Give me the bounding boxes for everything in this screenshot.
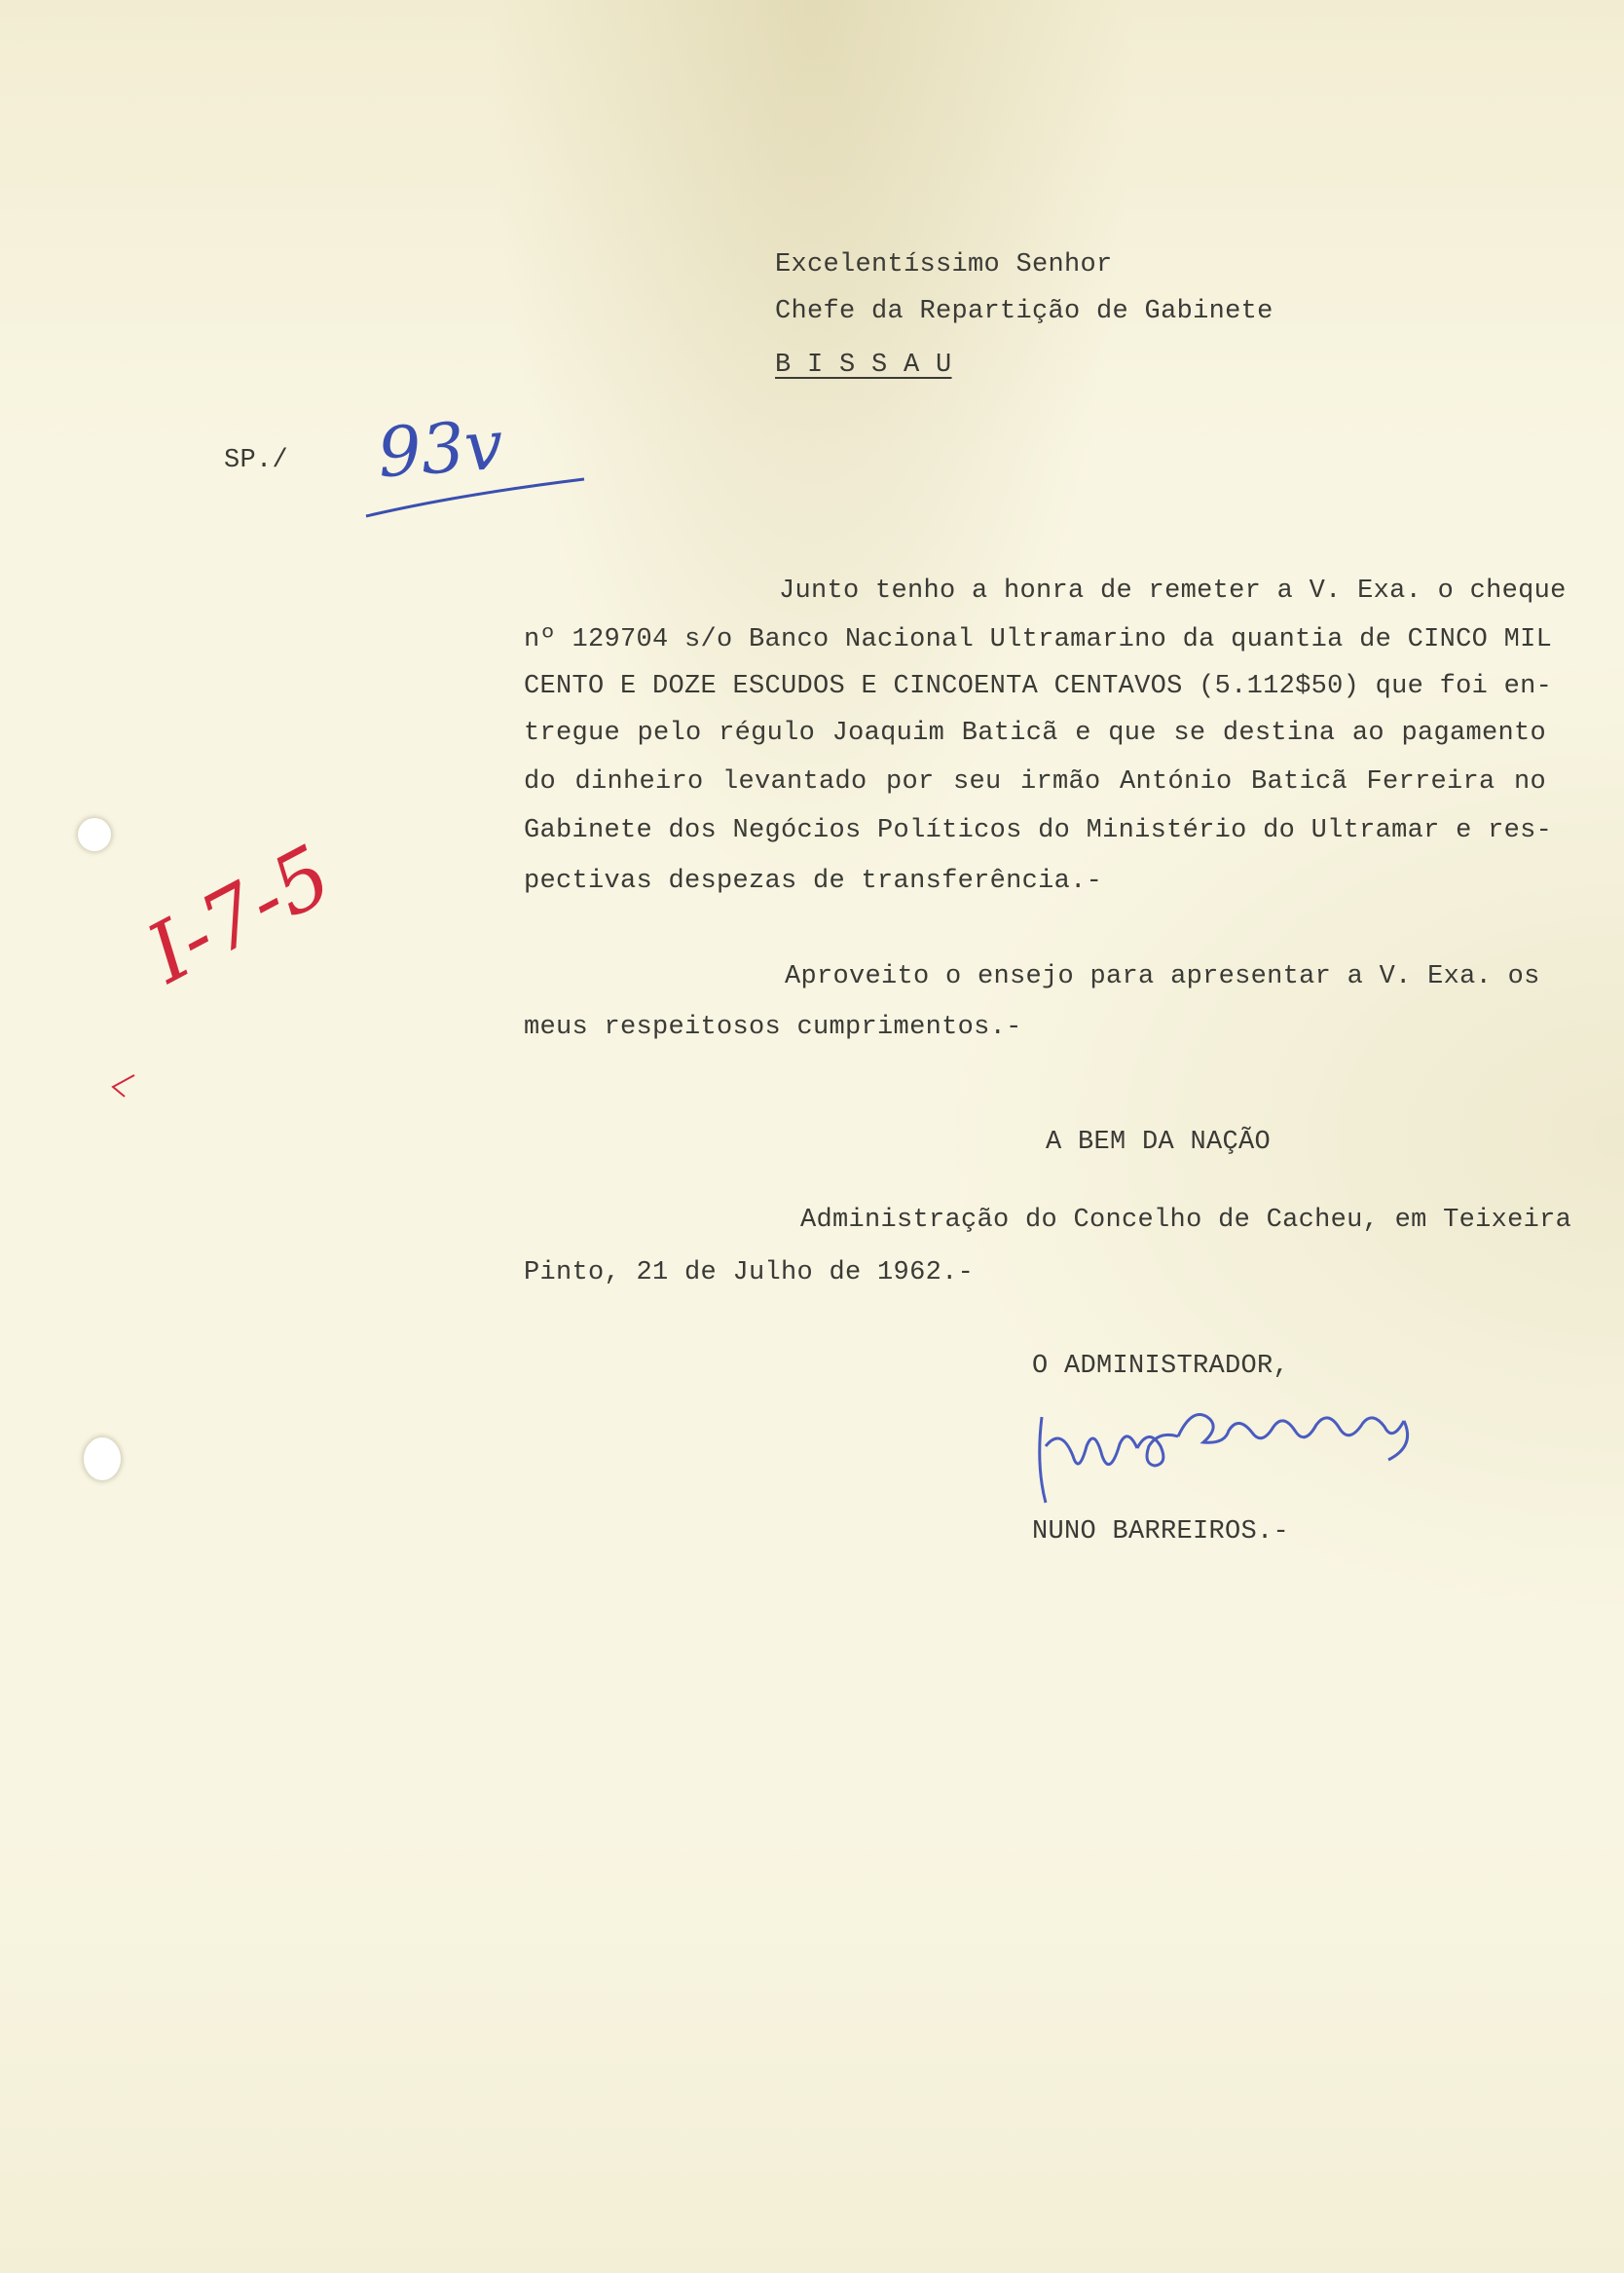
addressee-line-2: Chefe da Repartição de Gabinete bbox=[775, 297, 1273, 326]
red-tick-mark bbox=[107, 1071, 146, 1100]
blue-underline-stroke bbox=[360, 467, 594, 526]
body-para1-line-6: Gabinete dos Negócios Políticos do Ministério do Ultramar e res- bbox=[524, 816, 1553, 845]
body-para2-line-1: Aproveito o ensejo para apresentar a V. Exa. os bbox=[785, 962, 1540, 991]
handwritten-signature bbox=[1022, 1388, 1431, 1514]
reference-code: SP./ bbox=[224, 446, 289, 475]
punch-hole-bottom bbox=[84, 1437, 121, 1480]
body-para2-line-2: meus respeitosos cumprimentos.- bbox=[524, 1013, 1022, 1042]
closing-motto: A BEM DA NAÇÃO bbox=[1046, 1128, 1272, 1157]
body-para1-line-7: pectivas despezas de transferência.- bbox=[524, 867, 1103, 896]
closing-title: O ADMINISTRADOR, bbox=[1032, 1352, 1290, 1381]
body-para1-line-3: CENTO E DOZE ESCUDOS E CINCOENTA CENTAVOS (5.112$50) que foi en- bbox=[524, 672, 1553, 701]
closing-place-line-2: Pinto, 21 de Julho de 1962.- bbox=[524, 1258, 975, 1287]
closing-place-line-1: Administração do Concelho de Cacheu, em Teixeira bbox=[800, 1206, 1572, 1235]
blue-handwritten-number: 93v bbox=[375, 404, 506, 494]
body-para1-line-1: Junto tenho a honra de remeter a V. Exa. o cheque bbox=[779, 577, 1567, 606]
punch-hole-top bbox=[78, 818, 111, 851]
red-handwritten-date: I-7-5 bbox=[131, 827, 347, 1001]
addressee-line-3: B I S S A U bbox=[775, 351, 952, 380]
body-para1-line-5: do dinheiro levantado por seu irmão António Baticã Ferreira no bbox=[524, 767, 1546, 797]
body-para1-line-4: tregue pelo régulo Joaquim Baticã e que se destina ao pagamento bbox=[524, 719, 1546, 748]
addressee-line-1: Excelentíssimo Senhor bbox=[775, 250, 1113, 279]
signatory-name: NUNO BARREIROS.- bbox=[1032, 1517, 1290, 1546]
body-para1-line-2: nº 129704 s/o Banco Nacional Ultramarino da quantia de CINCO MIL bbox=[524, 625, 1553, 654]
